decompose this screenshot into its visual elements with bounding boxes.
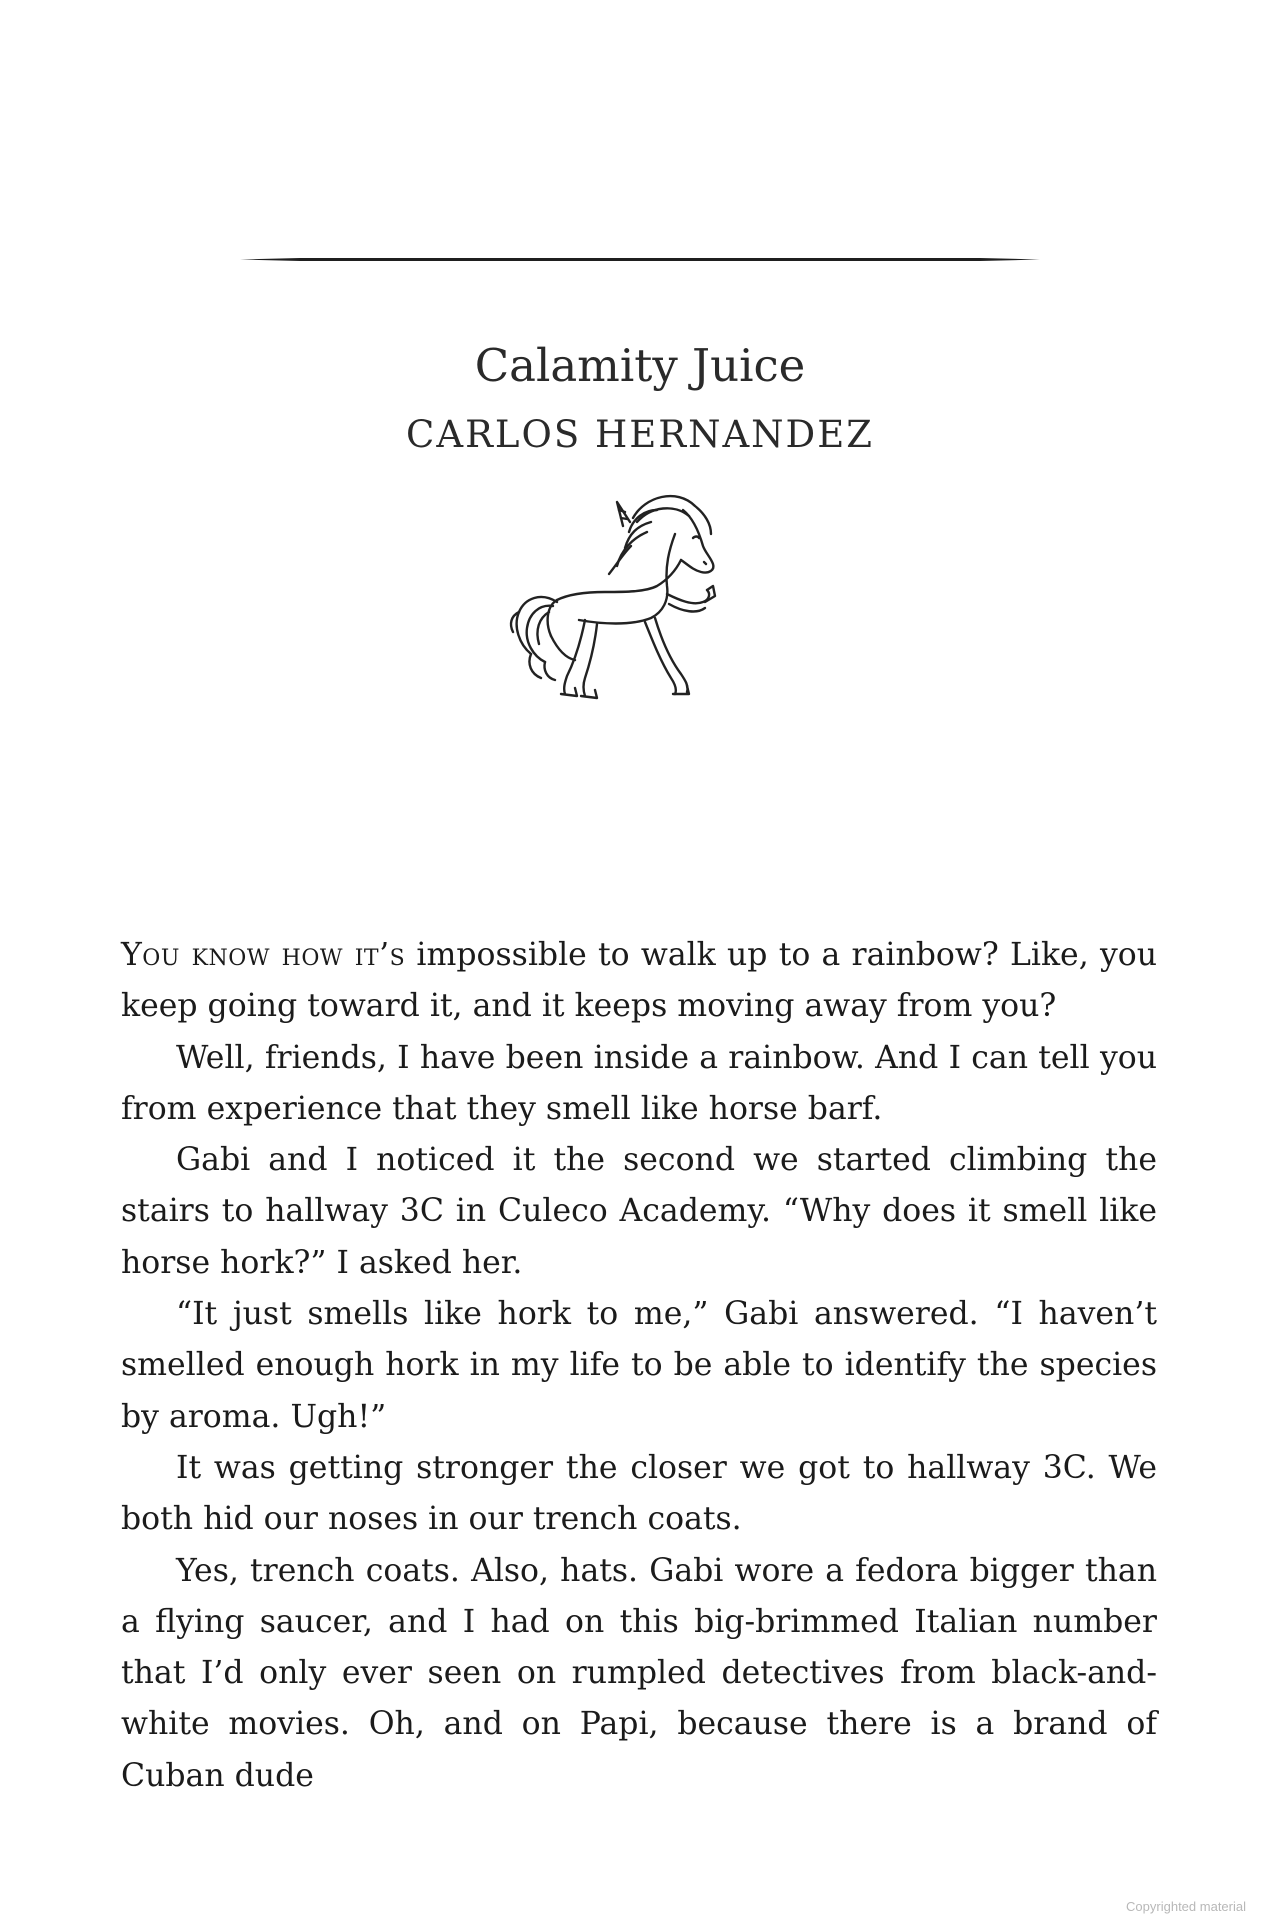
paragraph-text: impossible to walk up to a rainbow? Like, you keep going toward it, and it keeps moving away from you? (121, 937, 1157, 1025)
story-title: Calamity Juice (474, 339, 806, 392)
story-author: CARLOS HERNANDEZ (406, 413, 874, 456)
paragraph: “It just smells like hork to me,” Gabi answered. “I haven’t smelled enough hork in my life to be able to identify the species by aroma. Ugh!” (121, 1296, 1157, 1435)
title-rule (240, 257, 1040, 262)
paragraph: Well, friends, I have been inside a rainbow. And I can tell you from experience that they smell like horse barf. (121, 1039, 1157, 1127)
paragraph: Yes, trench coats. Also, hats. Gabi wore a fedora bigger than a flying saucer, and I had on this big-brimmed Italian number that I’d only ever seen on rumpled detectives from black-and-white movies. Oh, and on Papi, because there is a brand of Cuban dude (121, 1552, 1157, 1794)
lead-in: You know how it’s (121, 937, 406, 973)
paragraph: Gabi and I noticed it the second we started climbing the stairs to hallway 3C in Culeco Academy. “Why does it smell like horse hork?” I asked her. (121, 1142, 1157, 1281)
paragraph (121, 930, 1157, 1033)
unicorn-icon (505, 488, 737, 718)
paragraph: It was getting stronger the closer we got to hallway 3C. We both hid our noses in our trench coats. (121, 1449, 1157, 1538)
story-body (121, 930, 1157, 1802)
copyright-watermark: Copyrighted material (1126, 1899, 1246, 1914)
